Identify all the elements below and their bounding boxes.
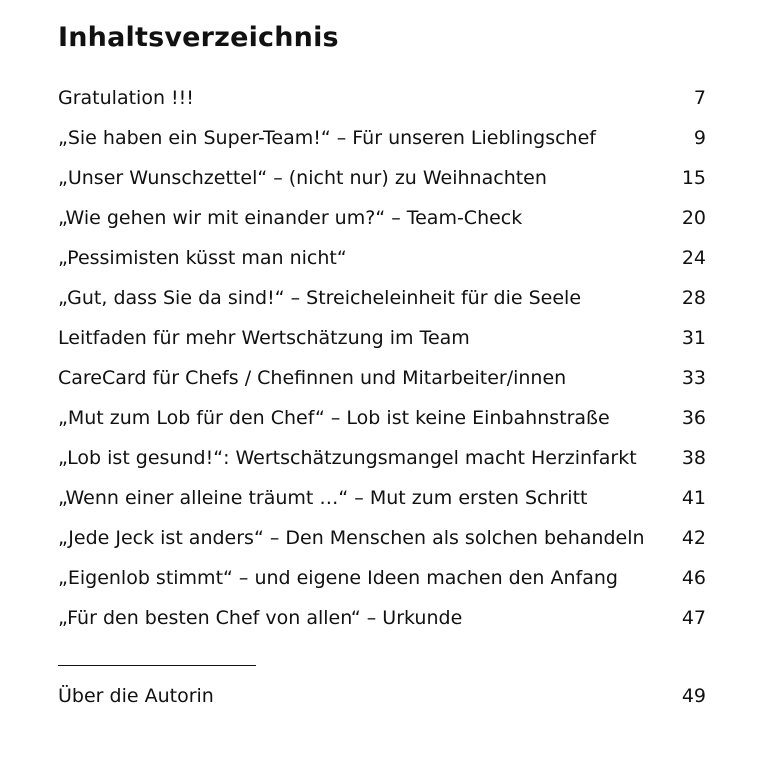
toc-entry[interactable] (58, 360, 706, 400)
toc-entry-label: „Wenn einer alleine träumt …“ – Mut zum ersten Schritt (58, 487, 588, 509)
toc-entry-label: „Sie haben ein Super-Team!“ – Für unseren Lieblingschef (58, 127, 596, 149)
toc-entry[interactable] (58, 240, 706, 280)
toc-entry-about-author[interactable] (58, 678, 706, 718)
toc-entry[interactable] (58, 440, 706, 480)
toc-entry[interactable] (58, 520, 706, 560)
toc-entry-page: 46 (681, 567, 706, 589)
toc-entry-label: Gratulation !!! (58, 87, 194, 109)
toc-entry-page: 42 (681, 527, 706, 549)
toc-entry[interactable] (58, 600, 706, 640)
toc-entry[interactable] (58, 80, 706, 120)
toc-entry-label: Über die Autorin (58, 685, 214, 707)
page-title: Inhaltsverzeichnis (58, 22, 339, 53)
toc-entry-page: 15 (681, 167, 706, 189)
toc-entry[interactable] (58, 280, 706, 320)
toc-entry-page: 49 (681, 685, 706, 707)
toc-entry-page: 28 (681, 287, 706, 309)
toc-entry-label: „Mut zum Lob für den Chef“ – Lob ist keine Einbahnstraße (58, 407, 610, 429)
toc-entry-page: 38 (681, 447, 706, 469)
toc-entry-label: „Eigenlob stimmt“ – und eigene Ideen machen den Anfang (58, 567, 618, 589)
toc-entry-label: „Wie gehen wir mit einander um?“ – Team-Check (58, 207, 523, 229)
toc-entry-label: „Pessimisten küsst man nicht“ (58, 247, 347, 269)
toc-entry-page: 24 (681, 247, 706, 269)
toc-entry-page: 7 (693, 87, 706, 109)
toc-entry-page: 36 (681, 407, 706, 429)
toc-entry-page: 41 (681, 487, 706, 509)
toc-entry[interactable] (58, 560, 706, 600)
toc-entry[interactable] (58, 400, 706, 440)
toc-entry-label: Leitfaden für mehr Wertschätzung im Team (58, 327, 470, 349)
toc-entry-label: CareCard für Chefs / Chefinnen und Mitarbeiter/innen (58, 367, 567, 389)
toc-entry-label: „Für den besten Chef von allen“ – Urkunde (58, 607, 463, 629)
toc-entry-label: „Lob ist gesund!“: Wertschätzungsmangel macht Herzinfarkt (58, 447, 637, 469)
toc-entry-page: 33 (681, 367, 706, 389)
toc-entry-label: „Jede Jeck ist anders“ – Den Menschen als solchen behandeln (58, 527, 645, 549)
toc-entry[interactable] (58, 120, 706, 160)
toc-entry-page: 20 (681, 207, 706, 229)
toc-entry[interactable] (58, 200, 706, 240)
toc-entry[interactable] (58, 160, 706, 200)
toc-list (58, 80, 706, 640)
footnote-separator (58, 665, 256, 666)
toc-entry-label: „Unser Wunschzettel“ – (nicht nur) zu Weihnachten (58, 167, 547, 189)
toc-entry-page: 47 (681, 607, 706, 629)
toc-entry-page: 31 (681, 327, 706, 349)
toc-entry-page: 9 (693, 127, 706, 149)
toc-entry-label: „Gut, dass Sie da sind!“ – Streicheleinheit für die Seele (58, 287, 582, 309)
toc-entry[interactable] (58, 320, 706, 360)
toc-entry[interactable] (58, 480, 706, 520)
